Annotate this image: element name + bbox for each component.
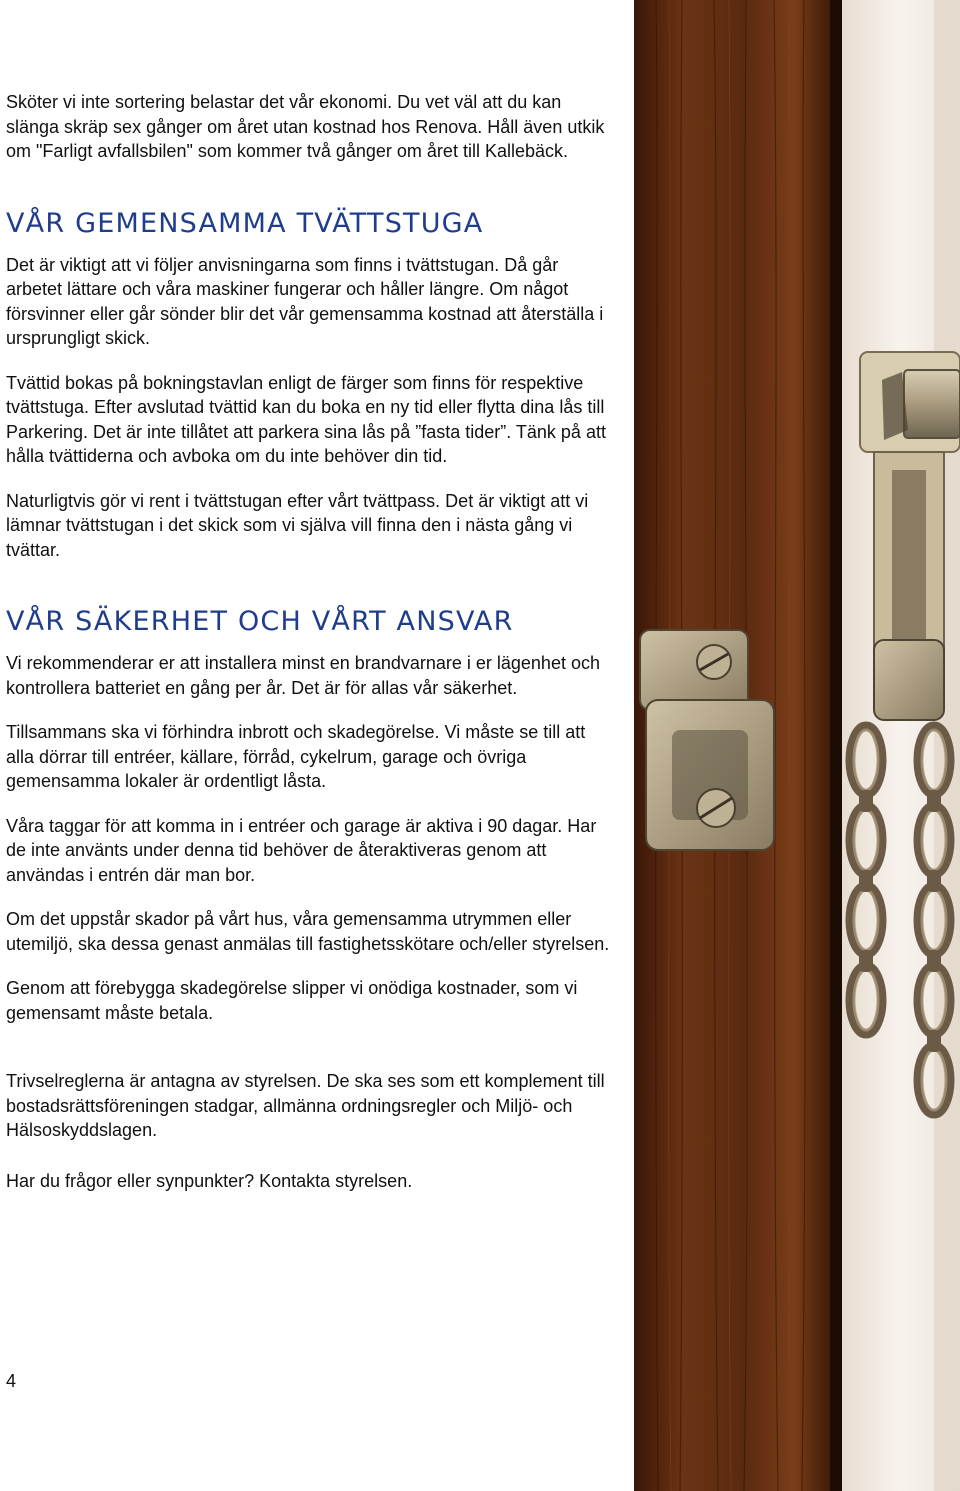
intro-paragraph: Sköter vi inte sortering belastar det vår ekonomi. Du vet väl att du kan slänga skräp sex gånger om året utan kostnad hos Renova. Håll även utkik om "Farligt avfallsbilen" som kommer två gånger om året till Kallebäck. [6,92,605,161]
smoke-detector-paragraph: Vi rekommenderar er att installera minst en brandvarnare i er lägenhet och kontrollera batteriet en gång per år. Det är för allas vår säkerhet. [6,653,600,698]
document-text-column [6,90,616,1193]
vandalism-costs-paragraph: Genom att förebygga skadegörelse slipper vi onödiga kostnader, som vi gemensamt måste betala. [6,978,578,1023]
damage-reporting-paragraph: Om det uppstår skador på vårt hus, våra gemensamma utrymmen eller utemiljö, ska dessa genast anmälas till fastighetsskötare och/eller styrelsen. [6,909,610,954]
burglary-prevention-paragraph: Tillsammans ska vi förhindra inbrott och skadegörelse. Vi måste se till att alla dörrar till entréer, källare, förråd, cykelrum, garage och övriga gemensamma lokaler är ordentligt låsta. [6,722,586,791]
rules-adoption-paragraph: Trivselreglerna är antagna av styrelsen. De ska ses som ett komplement till bostadsrättsföreningen stadgar, allmänna ordningsregler och Miljö- och Hälsoskyddslagen. [6,1071,605,1140]
page-number: 4 [6,1371,17,1391]
laundry-section-heading: VÅR GEMENSAMMA TVÄTTSTUGA [6,207,484,239]
laundry-cleaning-paragraph: Naturligtvis gör vi rent i tvättstugan efter vårt tvättpass. Det är viktigt att vi lämnar tvättstugan i det skick som vi själva vill finna den i nästa gång vi tvättar. [6,490,589,560]
contact-paragraph: Har du frågor eller synpunkter? Kontakta styrelsen. [6,1170,413,1191]
laundry-booking-paragraph: Tvättid bokas på bokningstavlan enligt de färger som finns för respektive tvättstuga. Efter avslutad tvättid kan du boka en ny tid eller flytta dina lås till Parkering. Det är inte tillåtet att parkera sina lås på ”fasta tider”. Tänk på att hålla tvättiderna och avboka om du inte behöver din tid. [6,372,606,466]
door-chain-lock-photo [634,0,960,1491]
safety-section-heading: VÅR SÄKERHET OCH VÅRT ANSVAR [6,606,514,637]
door-chain-lock-image [634,0,960,1491]
laundry-instructions-paragraph: Det är viktigt att vi följer anvisningarna som finns i tvättstugan. Då går arbetet lättare och våra maskiner fungerar och håller längre. Om något försvinner eller går sönder blir det vår gemensamma kostnad att återställa i ursprungligt skick. [6,254,604,348]
access-tags-paragraph: Våra taggar för att komma in i entréer och garage är aktiva i 90 dagar. Har de inte använts under denna tid behöver de återaktiveras genom att användas i entrén där man bor. [6,815,597,885]
